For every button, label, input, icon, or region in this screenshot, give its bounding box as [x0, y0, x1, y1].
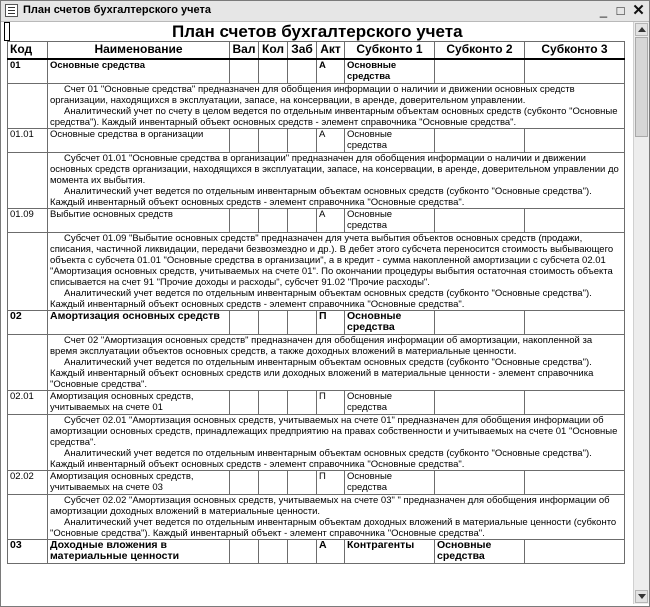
account-row[interactable]	[8, 471, 625, 495]
cell-kol	[259, 471, 288, 495]
description-paragraph: Субсчет 01.01 "Основные средства в организации" предназначен для обобщения информации о наличии и движении основных средств организации, находящихся в эксплуатации, запасе, на консервации, в аренде, доверительном управлении до момента их выбытия.	[50, 153, 619, 186]
account-subkonto-1: Основные средства	[345, 59, 435, 84]
description-paragraph: Аналитический учет ведется по отдельным инвентарным объектам основных средств (субконто "Основные средства"). Каждый инвентарный объект основных средств - элемент справочника "Основные средства".	[50, 448, 592, 470]
cell-val	[230, 311, 259, 335]
account-subkonto-3	[525, 209, 625, 233]
title-bar[interactable]	[1, 1, 649, 22]
header-val: Вал	[230, 42, 259, 60]
account-row[interactable]	[8, 311, 625, 335]
account-name: Амортизация основных средств	[48, 311, 230, 335]
account-subkonto-3	[525, 59, 625, 84]
accounts-table	[7, 41, 625, 564]
document-title: План счетов бухгалтерского учета	[172, 22, 463, 41]
scrollbar-thumb[interactable]	[635, 37, 648, 137]
account-row[interactable]	[8, 59, 625, 84]
account-subkonto-2	[435, 129, 525, 153]
cell-kol	[259, 311, 288, 335]
cell-val	[230, 129, 259, 153]
account-akt: А	[317, 59, 345, 84]
account-description-row	[8, 233, 625, 311]
account-subkonto-2	[435, 471, 525, 495]
account-description-row	[8, 84, 625, 129]
account-subkonto-1: Основные средства	[345, 129, 435, 153]
account-description-row	[8, 495, 625, 540]
cell-cursor	[4, 22, 10, 41]
header-subkonto-2: Субконто 2	[435, 42, 525, 60]
description-paragraph: Аналитический учет ведется по отдельным инвентарным объектам основных средств (субконто "Основные средства"). Каждый инвентарный объект основных средств или доходных вложений в материальные ценности - элемент справочника "Основные средства".	[50, 357, 594, 390]
account-description	[48, 84, 625, 129]
window-title: План счетов бухгалтерского учета	[23, 4, 212, 16]
cell-zab	[288, 391, 317, 415]
account-subkonto-2	[435, 209, 525, 233]
account-code: 02	[8, 311, 48, 335]
cell-kol	[259, 540, 288, 564]
cell-zab	[288, 540, 317, 564]
account-subkonto-3	[525, 129, 625, 153]
header-akt: Акт	[317, 42, 345, 60]
description-paragraph: Аналитический учет по счету в целом ведется по отдельным инвентарным объектам основных средств (субконто "Основные средства"). Каждый инвентарный объект основных средств - элемент справочника "Основные средства".	[50, 106, 618, 128]
account-akt: А	[317, 209, 345, 233]
cell-zab	[288, 59, 317, 84]
report-content[interactable]	[2, 22, 632, 604]
account-row[interactable]	[8, 391, 625, 415]
account-description	[48, 495, 625, 540]
description-paragraph: Субсчет 01.09 "Выбытие основных средств" предназначен для учета выбытия объектов основных средств (продажи, списания, частичной ликвидации, передачи безвозмездно и др.). В дебет этого субсчета переносится стоимость выбывающего объекта с субсчета 01.01 "Основные средства в организации", а в кредит - сумма накопленной амортизации с субсчета 02.01 "Амортизация основных средств, учитываемых на счете 01". По окончании процедуры выбытия остаточная стоимость объекта списывается на счет 91 "Прочие доходы и расходы", субсчет 91.02 "Прочие расходы".	[50, 233, 614, 288]
description-paragraph: Субсчет 02.01 "Амортизация основных средств, учитываемых на счете 01" предназначен для обобщения информации об амортизации основных средств, принадлежащих предприятию на правах собственности и учитываемых на счете 01 "Основные средства".	[50, 415, 618, 448]
cell-val	[230, 209, 259, 233]
maximize-button[interactable]: □	[616, 3, 625, 18]
account-code: 01.09	[8, 209, 48, 233]
minimize-button[interactable]: _	[599, 3, 608, 18]
account-name: Основные средства в организации	[48, 129, 230, 153]
account-name: Амортизация основных средств, учитываемых на счете 03	[48, 471, 230, 495]
account-row[interactable]	[8, 540, 625, 564]
header-kol: Кол	[259, 42, 288, 60]
scroll-down-arrow-icon[interactable]	[635, 590, 648, 603]
account-code: 01.01	[8, 129, 48, 153]
account-akt: П	[317, 391, 345, 415]
document-icon	[5, 4, 18, 17]
account-description	[48, 153, 625, 209]
cell-kol	[259, 129, 288, 153]
cell-zab	[288, 209, 317, 233]
account-description-row	[8, 153, 625, 209]
close-button[interactable]: ✕	[632, 2, 645, 19]
account-name: Основные средства	[48, 59, 230, 84]
description-paragraph: Аналитический учет ведется по отдельным инвентарным объектам основных средств (субконто "Основные средства"). Каждый инвентарный объект основных средств - элемент справочника "Основные средства".	[50, 288, 592, 310]
account-code: 01	[8, 59, 48, 84]
account-row[interactable]	[8, 129, 625, 153]
description-paragraph: Счет 02 "Амортизация основных средств" предназначен для обобщения информации об амортизации, накопленной за время эксплуатации объектов основных средств, а также доходных вложений в материальные ценности.	[50, 335, 593, 357]
cell-val	[230, 59, 259, 84]
account-subkonto-3	[525, 311, 625, 335]
account-subkonto-1: Основные средства	[345, 311, 435, 335]
account-subkonto-1: Основные средства	[345, 391, 435, 415]
account-subkonto-2	[435, 59, 525, 84]
account-subkonto-2	[435, 391, 525, 415]
description-paragraph: Аналитический учет ведется по отдельным инвентарным объектам доходных вложений в материальные ценности (субконто "Основные средства"). Каждый инвентарный объект - элемент справочника "Основные средства".	[50, 517, 617, 539]
header-name: Наименование	[48, 42, 230, 60]
account-subkonto-3	[525, 540, 625, 564]
cell-zab	[288, 311, 317, 335]
desc-indent-cell	[8, 233, 48, 311]
cell-val	[230, 471, 259, 495]
scroll-up-arrow-icon[interactable]	[635, 23, 648, 36]
account-name: Доходные вложения в материальные ценности	[48, 540, 230, 564]
account-akt: П	[317, 471, 345, 495]
desc-indent-cell	[8, 495, 48, 540]
header-zab: Заб	[288, 42, 317, 60]
account-subkonto-1: Контрагенты	[345, 540, 435, 564]
account-code: 03	[8, 540, 48, 564]
description-paragraph: Субсчет 02.02 "Амортизация основных средств, учитываемых на счете 03" " предназначен для обобщения информации об амортизации доходных вложений в материальные ценности.	[50, 495, 610, 517]
account-subkonto-1: Основные средства	[345, 209, 435, 233]
vertical-scrollbar[interactable]	[633, 22, 649, 604]
header-subkonto-1: Субконто 1	[345, 42, 435, 60]
cell-kol	[259, 209, 288, 233]
account-description	[48, 335, 625, 391]
cell-kol	[259, 59, 288, 84]
account-code: 02.02	[8, 471, 48, 495]
cell-val	[230, 540, 259, 564]
account-description-row	[8, 335, 625, 391]
account-name: Выбытие основных средств	[48, 209, 230, 233]
cell-kol	[259, 391, 288, 415]
desc-indent-cell	[8, 153, 48, 209]
account-description-row	[8, 415, 625, 471]
header-subkonto-3: Субконто 3	[525, 42, 625, 60]
account-description	[48, 233, 625, 311]
description-paragraph: Аналитический учет ведется по отдельным инвентарным объектам основных средств (субконто "Основные средства"). Каждый инвентарный объект основных средств - элемент справочника "Основные средства".	[50, 186, 592, 208]
account-description	[48, 415, 625, 471]
account-subkonto-3	[525, 391, 625, 415]
desc-indent-cell	[8, 84, 48, 129]
account-subkonto-3	[525, 471, 625, 495]
header-kod: Код	[8, 42, 48, 60]
account-subkonto-1: Основные средства	[345, 471, 435, 495]
table-header-row	[8, 42, 625, 60]
account-row[interactable]	[8, 209, 625, 233]
account-akt: П	[317, 311, 345, 335]
desc-indent-cell	[8, 335, 48, 391]
cell-zab	[288, 471, 317, 495]
account-code: 02.01	[8, 391, 48, 415]
account-name: Амортизация основных средств, учитываемых на счете 01	[48, 391, 230, 415]
account-akt: А	[317, 540, 345, 564]
description-paragraph: Счет 01 "Основные средства" предназначен для обобщения информации о наличии и движении основных средств организации, находящихся в эксплуатации, запасе, на консервации, в аренде, доверительном управлении.	[50, 84, 575, 106]
cell-val	[230, 391, 259, 415]
account-subkonto-2: Основные средства	[435, 540, 525, 564]
cell-zab	[288, 129, 317, 153]
account-akt: А	[317, 129, 345, 153]
account-subkonto-2	[435, 311, 525, 335]
desc-indent-cell	[8, 415, 48, 471]
